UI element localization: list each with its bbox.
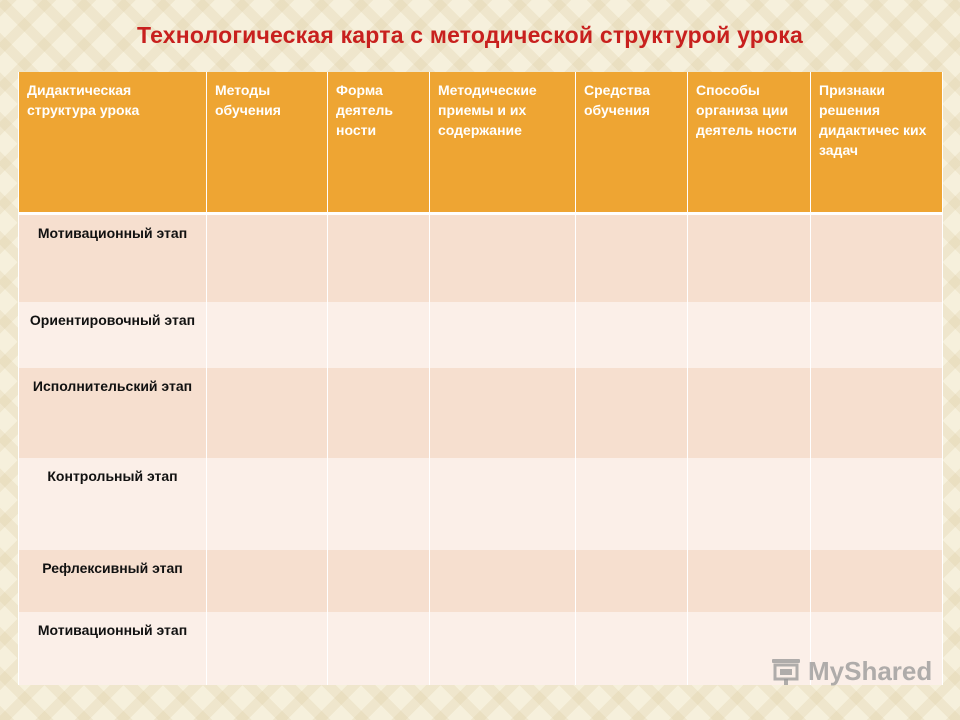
table-cell <box>811 368 943 458</box>
stage-label: Контрольный этап <box>19 458 207 550</box>
table-cell <box>811 458 943 550</box>
table-cell <box>576 458 688 550</box>
table-cell <box>207 550 328 612</box>
table-cell <box>688 302 811 368</box>
table-cell <box>207 214 328 302</box>
table-row <box>19 368 943 458</box>
header-didactic-structure: Дидактическая структура урока <box>19 72 207 214</box>
watermark-text: MyShared <box>808 656 933 686</box>
table-row <box>19 302 943 368</box>
table-cell <box>328 214 430 302</box>
table-cell <box>328 302 430 368</box>
table-cell <box>430 368 576 458</box>
header-activity-form: Форма деятель ности <box>328 72 430 214</box>
table-cell <box>576 612 688 685</box>
header-row <box>19 72 943 214</box>
header-organization-methods: Способы организа ции деятель ности <box>688 72 811 214</box>
table-cell <box>430 612 576 685</box>
table-cell <box>576 368 688 458</box>
stage-label: Исполнительский этап <box>19 368 207 458</box>
table-cell <box>328 550 430 612</box>
table-cell <box>328 368 430 458</box>
table-cell <box>688 550 811 612</box>
table-cell <box>576 550 688 612</box>
table-cell <box>207 368 328 458</box>
header-task-solution-signs: Признаки решения дидактичес ких задач <box>811 72 943 214</box>
table-cell <box>207 612 328 685</box>
slide-title: Технологическая карта с методической структурой урока <box>137 22 803 48</box>
table-cell <box>430 302 576 368</box>
stage-label: Мотивационный этап <box>19 214 207 302</box>
table-cell <box>328 612 430 685</box>
stage-label: Ориентировочный этап <box>19 302 207 368</box>
table-cell <box>811 214 943 302</box>
stage-label: Мотивационный этап <box>19 612 207 685</box>
header-methodical-techniques: Методические приемы и их содержание <box>430 72 576 214</box>
technological-map-table <box>18 72 943 685</box>
table-cell <box>811 550 943 612</box>
table-cell <box>328 458 430 550</box>
table-cell <box>811 302 943 368</box>
table-cell <box>430 458 576 550</box>
table-cell <box>207 458 328 550</box>
table-row <box>19 214 943 302</box>
presentation-board-icon <box>770 657 802 687</box>
stage-label: Рефлексивный этап <box>19 550 207 612</box>
table-cell <box>430 550 576 612</box>
header-teaching-tools: Средства обучения <box>576 72 688 214</box>
table-cell <box>576 302 688 368</box>
table-cell <box>207 302 328 368</box>
header-teaching-methods: Методы обучения <box>207 72 328 214</box>
table-cell <box>688 214 811 302</box>
table-cell <box>688 368 811 458</box>
table-cell <box>576 214 688 302</box>
table-cell <box>688 458 811 550</box>
myshared-watermark <box>770 656 932 687</box>
table-cell <box>430 214 576 302</box>
table-row <box>19 550 943 612</box>
table-row <box>19 458 943 550</box>
